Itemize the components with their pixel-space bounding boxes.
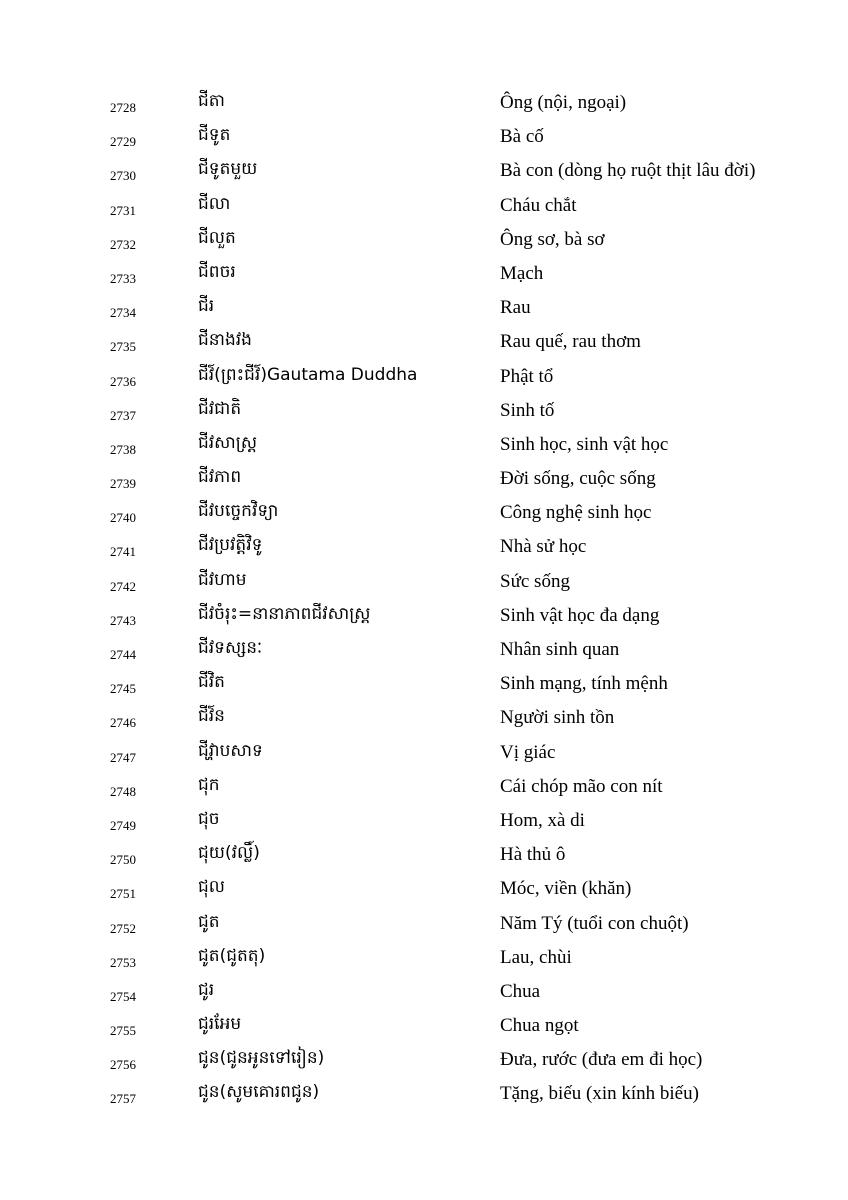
list-item <box>0 567 848 601</box>
vietnamese-translation: Sinh vật học đa dạng <box>500 604 660 626</box>
vietnamese-translation: Đời sống, cuộc sống <box>500 468 656 490</box>
entry-number: 2748 <box>110 783 136 799</box>
list-item <box>0 327 848 361</box>
vietnamese-translation: Sinh học, sinh vật học <box>500 433 669 455</box>
list-item <box>0 464 848 498</box>
entry-number: 2749 <box>110 817 136 833</box>
khmer-term: ជូរ <box>198 979 215 1000</box>
khmer-term: ជីវ្ហាបសាទ <box>198 740 263 761</box>
entry-number: 2738 <box>110 441 136 457</box>
entry-number: 2745 <box>110 681 136 697</box>
vietnamese-translation: Người sinh tồn <box>500 707 615 729</box>
entry-number: 2747 <box>110 749 136 765</box>
entry-number: 2755 <box>110 1023 136 1039</box>
khmer-term: ជីតា <box>198 91 225 111</box>
list-item <box>0 396 848 430</box>
list-item <box>0 601 848 635</box>
vietnamese-translation: Rau <box>500 297 531 319</box>
khmer-term: ជីវសាស្ត្រ <box>198 432 258 453</box>
vietnamese-translation: Bà cố <box>500 126 544 148</box>
khmer-term: ជីរ <box>198 296 215 317</box>
list-item <box>0 225 848 259</box>
entry-number: 2728 <box>110 100 136 115</box>
entry-number: 2757 <box>110 1091 136 1107</box>
list-item <box>0 977 848 1011</box>
entry-number: 2740 <box>110 510 136 526</box>
khmer-term: ជីវប្រវត្តិវិទូ <box>198 535 263 556</box>
khmer-term: ជីវជាតិ <box>198 398 242 419</box>
list-item <box>0 943 848 977</box>
list-item <box>0 156 848 190</box>
khmer-term: ជុច <box>198 808 220 829</box>
entry-number: 2733 <box>110 270 136 286</box>
entry-number: 2756 <box>110 1057 136 1073</box>
khmer-term: ជីវបច្ចេកវិទ្យា <box>198 501 279 522</box>
vietnamese-translation: Phật tổ <box>500 365 554 387</box>
entry-number: 2743 <box>110 612 136 628</box>
khmer-term: ជីទូតមួយ <box>198 159 258 180</box>
khmer-term: ជុល <box>198 877 225 898</box>
vietnamese-translation: Nhân sinh quan <box>500 639 620 660</box>
vietnamese-translation: Sức sống <box>500 570 570 592</box>
khmer-term: ជីពចរ <box>198 261 236 282</box>
list-item <box>0 1011 848 1045</box>
entry-number: 2739 <box>110 476 136 492</box>
vietnamese-translation: Cháu chắt <box>500 194 577 216</box>
list-item <box>0 635 848 669</box>
list-item <box>0 1045 848 1079</box>
entry-number: 2741 <box>110 544 136 560</box>
khmer-term: ជូរអែម <box>198 1014 242 1035</box>
entry-number: 2750 <box>110 852 136 868</box>
list-item <box>0 703 848 737</box>
entry-number: 2731 <box>110 202 136 218</box>
vietnamese-translation: Rau quế, rau thơm <box>500 331 641 353</box>
entry-number: 2744 <box>110 647 136 662</box>
vietnamese-translation: Mạch <box>500 262 544 284</box>
list-item <box>0 772 848 806</box>
khmer-term: ជីទូត <box>198 125 231 146</box>
list-item <box>0 191 848 225</box>
entry-number: 2751 <box>110 886 136 902</box>
khmer-term: ជូន(សូមគោរពជូន) <box>198 1082 320 1103</box>
list-item <box>0 806 848 840</box>
vietnamese-translation: Móc, viền (khăn) <box>500 878 632 900</box>
list-item <box>0 840 848 874</box>
entry-number: 2746 <box>110 715 136 731</box>
vietnamese-translation: Nhà sử học <box>500 536 587 558</box>
list-item <box>0 532 848 566</box>
list-item <box>0 1079 848 1113</box>
khmer-term: ជីលា <box>198 193 231 214</box>
list-item <box>0 430 848 464</box>
vietnamese-translation: Tặng, biếu (xin kính biếu) <box>500 1083 699 1105</box>
list-item <box>0 498 848 532</box>
khmer-term: ជីវិត <box>198 672 225 693</box>
khmer-term: ជីលួត <box>198 227 236 248</box>
entry-number: 2753 <box>110 954 136 970</box>
khmer-term: ជីវចំរុះ=នានាភាពជីវសាស្ត្រ <box>198 603 371 624</box>
khmer-term: ជុក <box>198 774 220 795</box>
khmer-term: ជីវ៍(ព្រះជីវ៍)Gautama Duddha <box>198 364 418 385</box>
vietnamese-translation: Hom, xà di <box>500 809 585 831</box>
vietnamese-translation: Ông sơ, bà sơ <box>500 228 605 250</box>
entry-number: 2735 <box>110 339 136 355</box>
list-item <box>0 362 848 396</box>
vietnamese-translation: Đưa, rước (đưa em đi học) <box>500 1049 703 1071</box>
entry-list <box>0 88 848 1114</box>
entry-number: 2734 <box>110 305 136 321</box>
vietnamese-translation: Chua ngọt <box>500 1015 579 1037</box>
vietnamese-translation: Hà thủ ô <box>500 844 566 866</box>
khmer-term: ជូន(ជូនអូនទៅរៀន) <box>198 1048 325 1069</box>
vietnamese-translation: Lau, chùi <box>500 946 572 968</box>
list-item <box>0 293 848 327</box>
entry-number: 2754 <box>110 988 136 1004</box>
vietnamese-translation: Sinh tố <box>500 399 555 421</box>
entry-number: 2730 <box>110 168 136 184</box>
khmer-term: ជុយ(វល្លិ៍) <box>198 843 260 864</box>
vietnamese-translation: Sinh mạng, tính mệnh <box>500 673 668 695</box>
list-item <box>0 669 848 703</box>
vietnamese-translation: Cái chóp mão con nít <box>500 775 663 797</box>
list-item <box>0 874 848 908</box>
khmer-term: ជីវ៍ន <box>198 706 225 727</box>
khmer-term: ជីនាងវង <box>198 330 252 351</box>
khmer-term: ជូត(ជូតតុ) <box>198 945 266 966</box>
vietnamese-translation: Bà con (dòng họ ruột thịt lâu đời) <box>500 160 756 182</box>
entry-number: 2729 <box>110 134 136 150</box>
entry-number: 2752 <box>110 920 136 936</box>
khmer-term: ជីវហាម <box>198 569 247 590</box>
khmer-term: ជូត <box>198 911 220 932</box>
list-item <box>0 738 848 772</box>
entry-number: 2742 <box>110 578 136 594</box>
list-item <box>0 909 848 943</box>
entry-number: 2732 <box>110 236 136 252</box>
vietnamese-translation: Năm Tý (tuổi con chuột) <box>500 912 689 934</box>
vietnamese-translation: Vị giác <box>500 741 556 763</box>
entry-number: 2736 <box>110 373 136 389</box>
vietnamese-translation: Chua <box>500 980 541 1002</box>
khmer-term: ជីវភាព <box>198 467 242 488</box>
list-item <box>0 122 848 156</box>
entry-number: 2737 <box>110 407 136 423</box>
list-item <box>0 259 848 293</box>
khmer-term: ជីវទស្សនៈ <box>198 638 263 658</box>
list-item <box>0 88 848 122</box>
vietnamese-translation: Ông (nội, ngoại) <box>500 92 627 113</box>
vietnamese-translation: Công nghệ sinh học <box>500 502 652 524</box>
